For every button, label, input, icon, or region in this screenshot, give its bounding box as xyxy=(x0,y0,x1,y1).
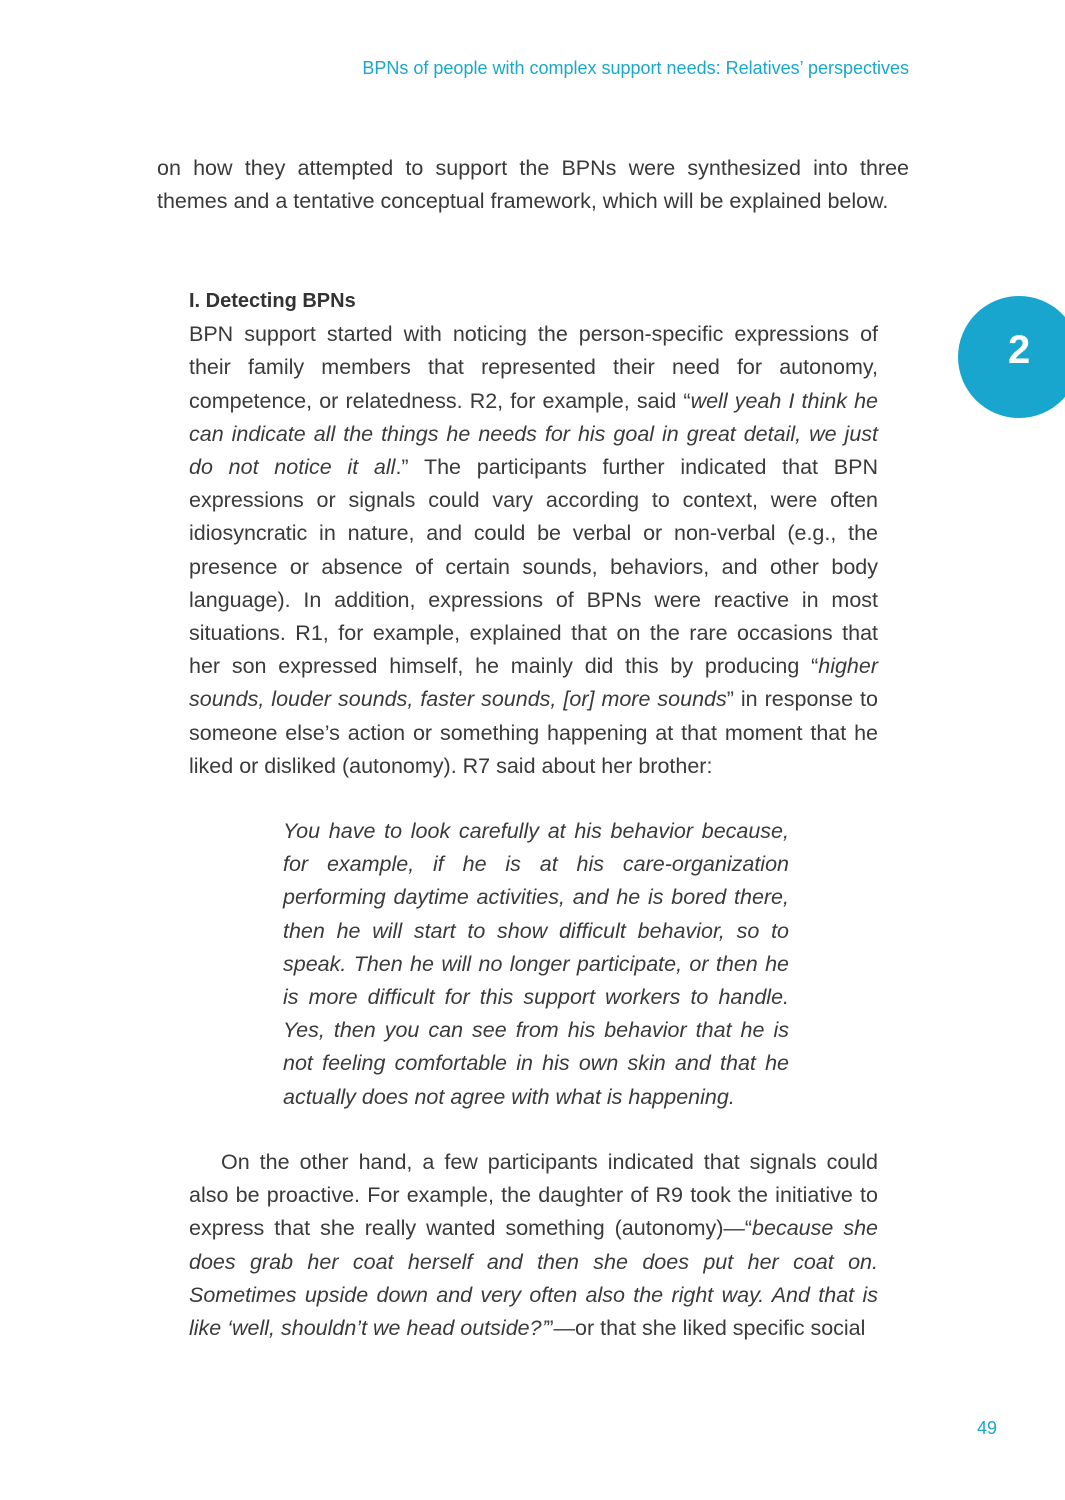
paragraph-text: ”—or that she liked specific social xyxy=(546,1316,866,1341)
section-heading: I. Detecting BPNs xyxy=(189,290,356,312)
running-header: BPNs of people with complex support needs: Relatives’ perspectives xyxy=(362,58,909,78)
section-paragraph xyxy=(189,318,878,783)
chapter-number: 2 xyxy=(1008,328,1031,372)
section-detecting-bpns xyxy=(189,285,878,783)
participant-quote: higher sounds, louder sounds, faster sounds, [or] more sounds xyxy=(189,654,878,712)
intro-paragraph: on how they attempted to support the BPNs were synthesized into three themes and a tentative conceptual framework, which will be explained below. xyxy=(157,156,909,214)
paragraph-text: .” The participants further indicated that BPN expressions or signals could vary according to context, were often idiosyncratic in nature, and could be verbal or non-verbal (e.g., the presence or absence of certain sounds, behaviors, and other body language). In addition, expressions of BPNs were reactive in most situations. R1, for example, explained that on the rare occasions that her son expressed himself, he mainly did this by producing “ xyxy=(189,455,878,679)
paragraph-text: BPN support started with noticing the person-specific expressions of their family members that represented their need for autonomy, competence, or relatedness. R2, for example, said “ xyxy=(189,322,878,413)
paragraph-text: On the other hand, a few participants indicated that signals could also be proactive. For example, the daughter of R9 took the initiative to express that she really wanted something (autonomy)—“ xyxy=(189,1150,878,1241)
page-number: 49 xyxy=(977,1418,998,1438)
block-quote: You have to look carefully at his behavior because, for example, if he is at his care-organization performing daytime activities, and he is bored there, then he will start to show difficult behavior, so to speak. Then he will no longer participate, or then he is more difficult for this support workers to handle. Yes, then you can see from his behavior that he is not feeling comfortable in his own skin and that he actually does not agree with what is happening. xyxy=(283,819,789,1109)
paragraph-text: ” in response to someone else’s action or something happening at that moment that he liked or disliked (autonomy). R7 said about her brother: xyxy=(189,687,878,778)
participant-quote: well yeah I think he can indicate all the things he needs for his goal in great detail, we just do not notice it all xyxy=(189,388,878,480)
continuation-paragraph xyxy=(189,1146,878,1345)
participant-quote: because she does grab her coat herself and then she does put her coat on. Sometimes upside down and very often also the right way. And that is like ‘well, shouldn’t we head outside?’ xyxy=(189,1216,878,1341)
chapter-tab xyxy=(958,296,1065,418)
